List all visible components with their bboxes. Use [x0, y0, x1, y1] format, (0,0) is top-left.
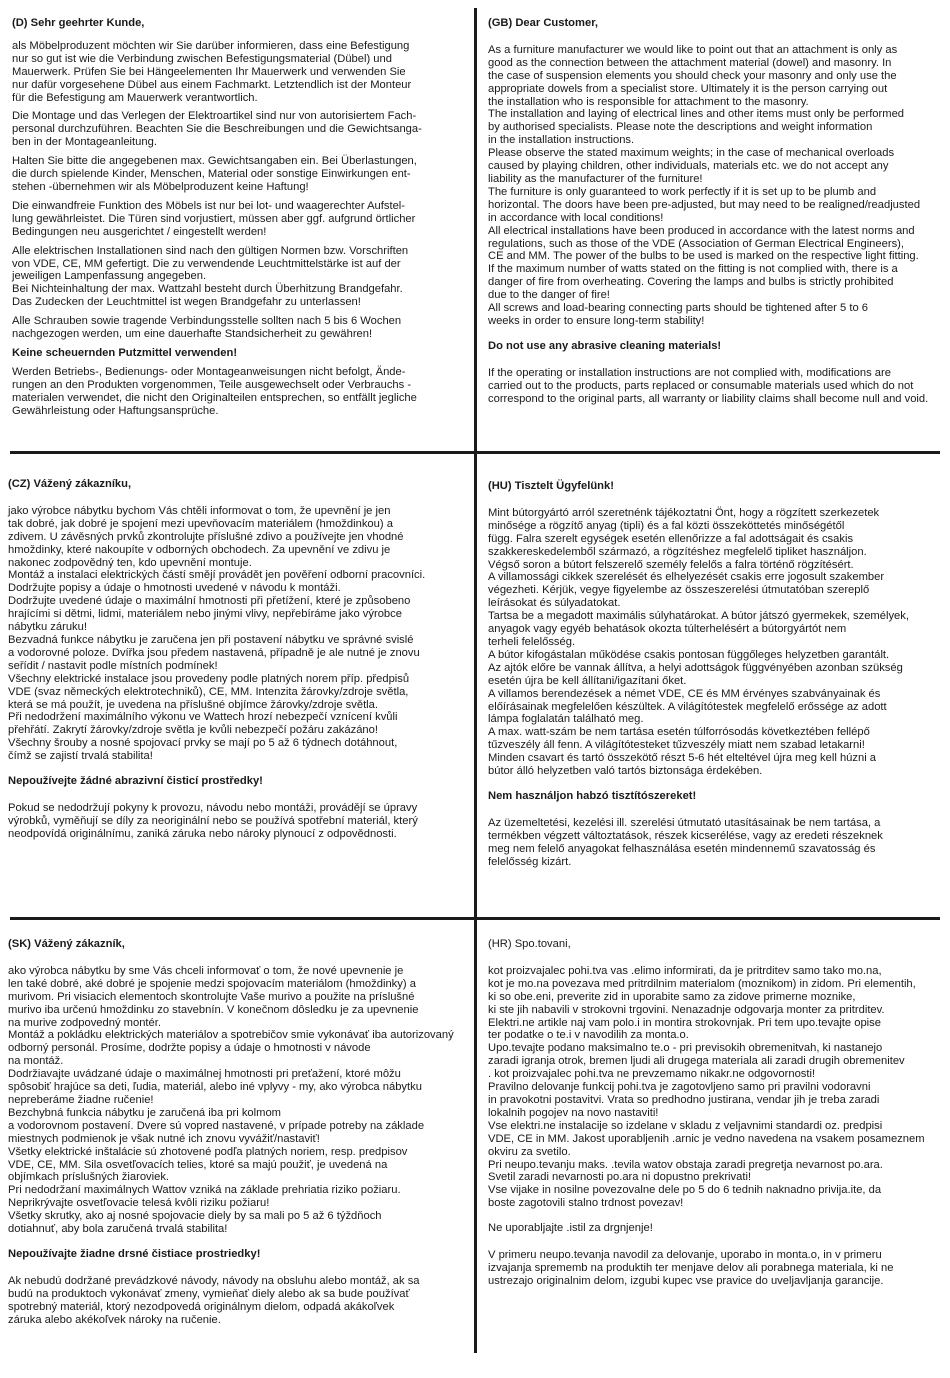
paragraph: Alle elektrischen Installationen sind nach den gültigen Normen bzw. Vorschriften von VDE, CE, MM gefertigt. Die zu verwendende Leuchtmittelstärke ist auf der jeweiligen Lampenfassung angegeben. Bei Nichteinhaltung der max. Wattzahl besteht durch Überhitzung Brandgefahr. Das Zudecken der Leuchtmittel ist wegen Brandgefahr zu unterlassen!: [12, 244, 409, 309]
cleaning-warning: Keine scheuernden Putzmittel verwenden!: [12, 346, 238, 359]
section-title: (CZ) Vážený zákazníku,: [8, 478, 132, 490]
body-text: As a furniture manufacturer we would like to point out that an attachment is only as good as the connection between the attachment material (dowel) and masonry. In the case of suspension elements you should check your masonry and only use the appropriate dowels from a specialist store. Ultimately it is the person carrying out the installation who is responsible for attachment to the masonry. The installation and laying of electrical lines and other items must only be performed by authorised specialists. Please note the descriptions and weight information in the installation instructions. Please observe the stated maximum weights; in the case of mechanical overloads caused by playing children, other individuals, materials etc. we do not accept any liability as the manufacturer of the furniture! The furniture is only guaranteed to work perfectly if it is set up to be plumb and horizontal. The doors have been pre-adjusted, but may need to be realigned/readjusted in accordance with local conditions! All electrical installations have been produced in accordance with the latest norms and regulations, such as those of the VDE (Association of German Electrical Engineers), CE and MM. The power of the bulbs to be used is marked on the respective light fitting. If the maximum number of watts stated on the fitting is not complied with, there is a danger of fire from overheating. Covering the lamps and bulbs is strictly prohibited due to the danger of fire! All screws and load-bearing connecting parts should be tightened after 5 to 6 weeks in order to ensure long-term stability!: [488, 43, 921, 327]
liability-paragraph: Pokud se nedodržují pokyny k provozu, návodu nebo montáži, provádějí se úpravy výrobků, vyměňují se díly za neoriginální nebo se používá spotřební materiál, který neodpovídá originálnímu, zaniká záruka nebo nároky plynoucí z odpovědnosti.: [8, 801, 418, 840]
section-de: [12, 17, 467, 423]
paragraph: Die einwandfreie Funktion des Möbels ist nur bei lot- und waagerechter Aufstel- lung gewährleistet. Die Türen sind vorjustiert, müssen aber ggf. aufgrund örtlicher Bedingungen neu ausgerichtet / eingestellt werden!: [12, 199, 416, 238]
cleaning-warning: Nepoužívejte žádné abrazivní čisticí prostředky!: [8, 775, 263, 788]
liability-paragraph: If the operating or installation instructions are not complied with, modifications are carried out to the products, parts replaced or consumable materials used which do not correspond to the original parts, all warranty or liability claims shall become null and void.: [488, 366, 929, 405]
section-title: (SK) Vážený zákazník,: [8, 938, 125, 950]
paragraph: Die Montage und das Verlegen der Elektroartikel sind nur von autorisiertem Fach- personal durchzuführen. Beachten Sie die Beschreibungen und die Gewichtsanga- ben in der Montageanleitung.: [12, 110, 422, 149]
liability-paragraph: V primeru neupo.tevanja navodil za delovanje, uporabo in monta.o, in v primeru izvajanja sprememb na produktih ter menjave delov ali porabnega materiala, ki ne ustrezajo originalnim delom, izgubi kupec vse pravice do uveljavljanja garancije.: [488, 1249, 894, 1287]
section-title: (HR) Spo.tovani,: [488, 938, 571, 950]
horizontal-divider-bottom: [10, 917, 940, 920]
horizontal-divider-top: [10, 451, 940, 454]
body-text: Mint bútorgyártó arról szeretnénk tájékoztatni Önt, hogy a rögzített szerkezetek minősége a rögzítő anyag (tipli) és a fal közti összeköttetés minőségétől függ. Falra szerelt egységek esetén ellenőrizze a fal adottságait és csakis szakkereskedelemből származó, a rögzítéshez megfelelő tipliket használjon. Végső soron a bútort felszerelő személy felelős a falra történő rögzítésért. A villamossági cikkek szerelését és elhelyezését csakis erre jogosult szakember végezheti. Kérjük, vegye figyelembe az összeszerelési útmutatóban szereplő leírásokat és súlyadatokat. Tartsa be a megadott maximális súlyhatárokat. A bútor játszó gyermekek, személyek, anyagok vagy egyéb behatások okozta túlterhelésért a bútorgyártót nem terheli felelősség. A bútor kifogástalan működése csakis pontosan függőleges helyzetben garantált. Az ajtók előre be vannak állítva, a helyi adottságok függvényében azonban szükség esetén újra be kell állítani/igazítani őket. A villamos berendezések a német VDE, CE és MM érvényes szabványainak és előírásainak megfelelően készültek. A világítótestek megfelelő erőssége az adott lámpa foglalatán található meg. A max. watt-szám be nem tartása esetén túlforrósodás következtében fellépő tűzveszély áll fenn. A világítótesteket tűzveszély miatt nem szabad letakarni! Minden csavart és tartó összekötő részt 5-6 hét elteltével újra meg kell húzni a bútor álló helyzetben való tartós biztonsága érdekében.: [488, 506, 909, 778]
liability-paragraph: Az üzemeltetési, kezelési ill. szerelési útmutató utasításainak be nem tartása, a termékben végzett változtatások, részek kicserélése, vagy az eredeti részeknek meg nem felelő anyagokat felhasználása esetén mindennemű szavatosság és felelősség kizárt.: [488, 816, 883, 868]
cleaning-warning: Nem használjon habzó tisztítószereket!: [488, 789, 697, 802]
paragraph: Alle Schrauben sowie tragende Verbindungsstelle sollten nach 5 bis 6 Wochen nachgezogen werden, um eine dauerhafte Standsicherheit zu gewähren!: [12, 315, 402, 341]
section-title: (D) Sehr geehrter Kunde,: [12, 17, 145, 29]
paragraph: Halten Sie bitte die angegebenen max. Gewichtsangaben ein. Bei Überlastungen, die durch spielende Kinder, Menschen, Material oder sonstige Einwirkungen ent- stehen -übernehmen wir als Möbelproduzent keine Haftung!: [12, 155, 417, 193]
liability-paragraph: Ak nebudú dodržané prevádzkové návody, návody na obsluhu alebo montáž, ak sa budú na produktoch vykonávať zmeny, vymieňať diely alebo ak sa bude používať spotrebný materiál, ktorý nezodpovedá originálnym dielom, odpadá akákoľvek záruka alebo akékoľvek nároky na ručenie.: [8, 1274, 420, 1326]
section-hr: [488, 938, 946, 1294]
body-text: jako výrobce nábytku bychom Vás chtěli informovat o tom, že upevnění je jen tak dobré, jak dobré je spojení mezi upevňovacím materiálem (hmoždinkou) a zdivem. U závěsných prvků zkontrolujte příslušné zdivo a používejte jen vhodné hmoždinky, které nakoupíte v odborných obchodech. Za upevnění ve zdivu je nakonec zodpovědný ten, kdo upevnění montuje. Montáž a instalaci elektrických částí smějí provádět jen pověření odborní pracovníci. Dodržujte popisy a údaje o hmotnosti uvedené v návodu k montáži. Dodržujte uvedené údaje o maximální hmotnosti při přetížení, které je způsobeno hrajícími si dětmi, lidmi, materiálem nebo jinými vlivy, nepřebíráme jako výrobce nábytku záruku! Bezvadná funkce nábytku je zaručena jen při postavení nábytku ve správné svislé a vodorovné poloze. Dvířka jsou předem nastavená, případně je ale nutné je znovu seřídit / nastavit podle místních podmínek! Všechny elektrické instalace jsou provedeny podle platných norem příp. předpisů VDE (svaz německých elektrotechniků), CE, MM. Intenzita žárovky/zdroje světla, která se má použít, je uvedena na příslušné objímce žárovky/zdroje světla. Při nedodržení maximálního výkonu ve Wattech hrozí nebezpečí vznícení kvůli přehřátí. Zakrytí žárovky/zdroje světla je kvůli nebezpečí požáru zakázáno! Všechny šrouby a nosné spojovací prvky se mají po 5 až 6 týdnech dotáhnout, čímž se zajistí trvalá stabilita!: [8, 504, 426, 763]
liability-paragraph: Werden Betriebs-, Bedienungs- oder Montageanweisungen nicht befolgt, Ände- rungen an den Produkten vorgenommen, Teile ausgewechselt oder Verbrauchs - materialen verwendet, die nicht den Originalteilen entsprechen, so entfällt jegliche Gewährleistung oder Haftungsansprüche.: [12, 365, 417, 417]
section-title: (GB) Dear Customer,: [488, 17, 599, 29]
cleaning-warning: Do not use any abrasive cleaning materials!: [488, 339, 722, 352]
paragraph: als Möbelproduzent möchten wir Sie darüber informieren, dass eine Befestigung nur so gut ist wie die Verbindung zwischen Befestigungsmaterial (Dübel) und Mauerwerk. Prüfen Sie bei Hängeelementen Ihr Mauerwerk und verwenden Sie nur dafür vorgesehene Dübel aus einem Fachmarkt. Letztendlich ist der Monteur für die Befestigung am Mauerwerk verantwortlich.: [12, 39, 412, 104]
body-text: ako výrobca nábytku by sme Vás chceli informovať o tom, že nové upevnenie je len také dobré, aké dobré je spojenie medzi spojovacím materiálom (hmoždinky) a murivom. Pri visiacich elementoch skontrolujte Vaše murivo a použite na príslušné murivo iba určenú hmoždinku zo stavebnín. V konečnom dôsledku je za upevnenie na murive zodpovedný montér. Montáž a pokládku elektrických materiálov a spotrebičov smie vykonávať iba autorizovaný odborný personál. Prosíme, dodržte popisy a údaje o hmotnosti v návode na montáž. Dodržiavajte uvádzané údaje o maximálnej hmotnosti pri preťažení, ktoré môžu spôsobiť hrajúce sa deti, ľudia, materiál, alebo iné vplyvy - my, ako výrobca nábytku nepreberáme žiadne ručenie! Bezchybná funkcia nábytku je zaručená iba pri kolmom a vodorovnom postavení. Dvere sú vopred nastavené, v prípade potreby na základe miestnych podmienok je však nutné ich znovu vyvážiť/nastaviť! Všetky elektrické inštalácie sú zhotovené podľa platných noriem, resp. predpisov VDE, CE, MM. Sila osvetľovacích telies, ktoré sa majú použiť, je uvedená na objímkach príslušných žiaroviek. Pri nedodržaní maximálnych Wattov vzniká na základe prehriatia riziko požiaru. Neprikrývajte osvetľovacie telesá kvôli riziku požiaru! Všetky skrutky, ako aj nosné spojovacie diely by sa mali po 5 až 6 týždňoch dotiahnuť, aby bola zaručená trvalá stabilita!: [8, 964, 454, 1236]
section-title: (HU) Tisztelt Ügyfelünk!: [488, 480, 614, 492]
body-text: kot proizvajalec pohi.tva vas .elimo informirati, da je pritrditev samo tako mo.na, kot je mo.na povezava med pritrdilnim materialom (moznikom) in zidom. Pri elementih, ki so obe.eni, preverite zid in uporabite samo za zidove primerne moznike, ki ste jih nabavili v strokovni trgovini. Nenazadnje odgovarja monter za pritrditev. Elektri.ne artikle naj vam polo.i in montira strokovnjak. Pri tem upo.tevajte opise ter podatke o te.i v navodilih za monta.o. Upo.tevajte podano maksimalno te.o - pri previsokih obremenitvah, ki nastanejo zaradi igranja otrok, bremen ljudi ali drugega materiala ali zaradi drugih obremenitev . kot proizvajalec pohi.tva ne prevzemamo nikakr.ne odgovornosti! Pravilno delovanje funkcij pohi.tva je zagotovljeno samo pri pravilni vodoravni in pravokotni postavitvi. Vrata so predhodno justirana, vendar jih je treba zaradi lokalnih pogojev na novo nastaviti! Vse elektri.ne instalacije so izdelane v skladu z veljavnimi standardi oz. predpisi VDE, CE in MM. Jakost uporabljenih .arnic je vedno navedena na vsakem posameznem okviru za svetilo. Pri neupo.tevanju maks. .tevila watov obstaja zaradi pregretja nevarnost po.ara. Svetil zaradi nevarnosti po.ara ni dopustno prekrivati! Vse vijake in nosilne povezovalne dele po 5 do 6 tednih naknadno privija.ite, da boste zagotovili stalno trdnost povezav!: [488, 964, 925, 1210]
vertical-divider: [474, 8, 477, 1353]
section-cz: [8, 478, 470, 847]
section-sk: [8, 938, 472, 1332]
section-hu: [488, 480, 946, 874]
section-gb: [488, 17, 948, 411]
cleaning-warning: Nepoužívajte žiadne drsné čistiace prostriedky!: [8, 1247, 261, 1260]
cleaning-warning: Ne uporabljajte .istil za drgnjenje!: [488, 1222, 653, 1235]
